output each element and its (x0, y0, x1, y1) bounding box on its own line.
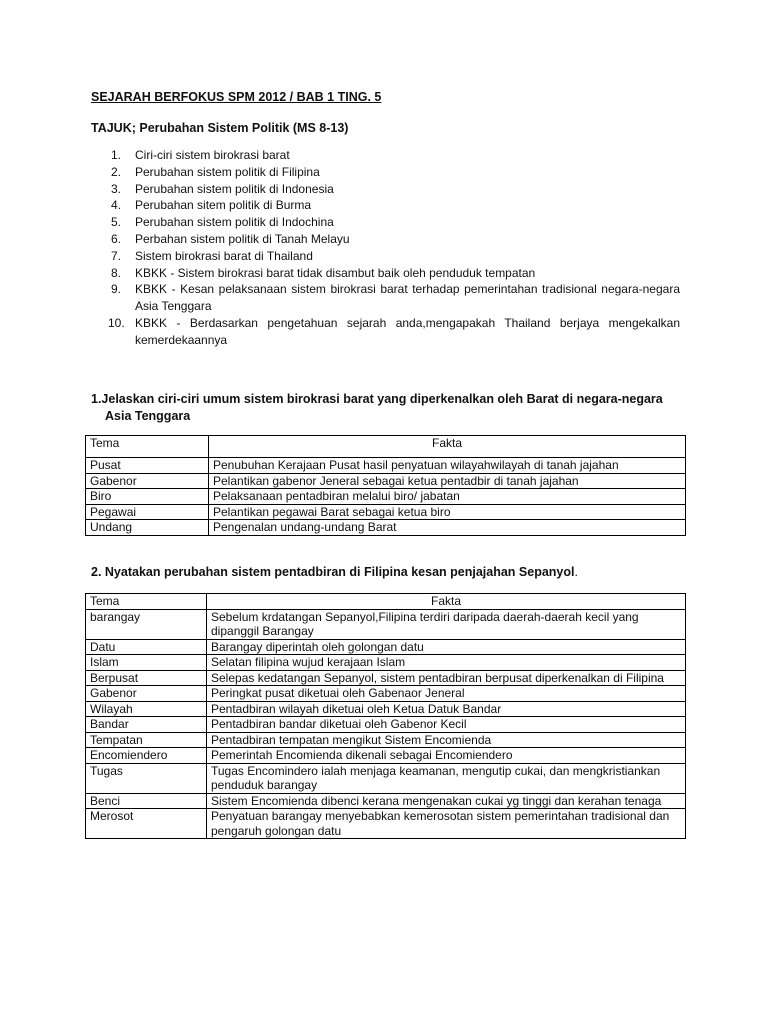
topic-heading: TAJUK; Perubahan Sistem Politik (MS 8-13) (91, 121, 349, 135)
question-2-table (85, 593, 686, 839)
list-item (96, 248, 680, 265)
table-row (86, 732, 686, 748)
table-header-row (86, 594, 686, 610)
fakta-cell: Pengenalan undang-undang Barat (209, 520, 686, 536)
question-1-text: 1.Jelaskan ciri-ciri umum sistem birokrasi barat yang diperkenalkan oleh Barat di negara-negara Asia Tenggara (91, 392, 663, 423)
list-text: Perubahan sistem politik di Indochina (135, 215, 334, 230)
fakta-cell: Pelantikan pegawai Barat sebagai ketua biro (209, 504, 686, 520)
tema-cell: Merosot (86, 809, 207, 839)
list-number: 8. (111, 265, 122, 280)
list-item (96, 164, 680, 181)
list-number: 3. (111, 181, 122, 196)
list-item (96, 197, 680, 214)
fakta-cell: Pentadbiran tempatan mengikut Sistem Encomienda (207, 732, 686, 748)
list-number: 2. (111, 164, 122, 179)
list-text: Ciri-ciri sistem birokrasi barat (135, 148, 290, 162)
table-row (86, 670, 686, 686)
question-2-text: 2. Nyatakan perubahan sistem pentadbiran di Filipina kesan penjajahan Sepanyol (91, 565, 575, 579)
question-2-title (91, 564, 578, 581)
table-row (86, 639, 686, 655)
list-item (96, 315, 680, 349)
tema-cell: Berpusat (86, 670, 207, 686)
fakta-cell: Penubuhan Kerajaan Pusat hasil penyatuan wilayahwilayah di tanah jajahan (209, 458, 686, 474)
list-text: KBKK - Berdasarkan pengetahuan sejarah anda,mengapakah Thailand berjaya mengekalkan kemerdekaannya (135, 315, 680, 347)
table-row (86, 473, 686, 489)
fakta-cell: Peringkat pusat diketuai oleh Gabenaor Jeneral (207, 686, 686, 702)
fakta-cell: Tugas Encomindero ialah menjaga keamanan, mengutip cukai, dan mengkristiankan penduduk barangay (207, 763, 686, 793)
tema-cell: Gabenor (86, 686, 207, 702)
list-text: KBKK - Sistem birokrasi barat tidak disambut baik oleh penduduk tempatan (135, 265, 536, 280)
table-header-row (86, 436, 686, 458)
list-text: Perubahan sitem politik di Burma (135, 198, 312, 213)
list-text: Perubahan sistem politik di Indonesia (135, 181, 334, 196)
tema-cell: Benci (86, 793, 207, 809)
list-number: 1. (111, 148, 122, 162)
table-row (86, 655, 686, 671)
fakta-cell: Barangay diperintah oleh golongan datu (207, 639, 686, 655)
list-text: Perbahan sistem politik di Tanah Melayu (135, 231, 350, 246)
list-item (96, 147, 680, 164)
tema-cell: barangay (86, 609, 207, 639)
topic-list (96, 147, 680, 349)
table-row (86, 686, 686, 702)
fakta-cell: Penyatuan barangay menyebabkan kemerosotan sistem pemerintahan tradisional dan pengaruh golongan datu (207, 809, 686, 839)
question-1-title (91, 391, 691, 424)
fakta-cell: Pentadbiran wilayah diketuai oleh Ketua Datuk Bandar (207, 701, 686, 717)
tema-cell: Tugas (86, 763, 207, 793)
fakta-cell: Pemerintah Encomienda dikenali sebagai Encomiendero (207, 748, 686, 764)
list-number: 7. (111, 248, 122, 263)
table-row (86, 793, 686, 809)
fakta-cell: Sebelum krdatangan Sepanyol,Filipina terdiri daripada daerah-daerah kecil yang dipanggil Barangay (207, 609, 686, 639)
tema-cell: Datu (86, 639, 207, 655)
list-item (96, 181, 680, 198)
list-number: 9. (111, 282, 122, 297)
tema-cell: Bandar (86, 717, 207, 733)
header-cell-fakta: Fakta (209, 436, 686, 458)
list-item (96, 265, 680, 282)
tema-cell: Wilayah (86, 701, 207, 717)
list-number: 4. (111, 198, 122, 213)
list-item (96, 281, 680, 315)
table-row (86, 763, 686, 793)
fakta-cell: Selatan filipina wujud kerajaan Islam (207, 655, 686, 671)
list-number: 10. (108, 315, 125, 330)
tema-cell: Encomiendero (86, 748, 207, 764)
list-number: 5. (111, 215, 122, 230)
list-item (96, 231, 680, 248)
header-cell-fakta: Fakta (207, 594, 686, 610)
table-row (86, 458, 686, 474)
list-item (96, 214, 680, 231)
tema-cell: Islam (86, 655, 207, 671)
document-title: SEJARAH BERFOKUS SPM 2012 / BAB 1 TING. 5 (91, 90, 382, 104)
table-row (86, 504, 686, 520)
list-text: Perubahan sistem politik di Filipina (135, 164, 320, 179)
fakta-cell: Sistem Encomienda dibenci kerana mengenakan cukai yg tinggi dan kerahan tenaga (207, 793, 686, 809)
table-row (86, 701, 686, 717)
table-row (86, 609, 686, 639)
tema-cell: Biro (86, 489, 209, 505)
table-row (86, 520, 686, 536)
question-2-period: . (574, 565, 578, 579)
table-row (86, 489, 686, 505)
question-1-table (85, 435, 686, 536)
fakta-cell: Pentadbiran bandar diketuai oleh Gabenor Kecil (207, 717, 686, 733)
header-cell-tema: Tema (86, 436, 209, 458)
tema-cell: Gabenor (86, 473, 209, 489)
tema-cell: Pegawai (86, 504, 209, 520)
tema-cell: Pusat (86, 458, 209, 474)
list-text: KBKK - Kesan pelaksanaan sistem birokrasi barat terhadap pemerintahan tradisional negara-negara Asia Tenggara (135, 282, 680, 314)
fakta-cell: Pelantikan gabenor Jeneral sebagai ketua pentadbir di tanah jajahan (209, 473, 686, 489)
fakta-cell: Selepas kedatangan Sepanyol, sistem pentadbiran berpusat diperkenalkan di Filipina (207, 670, 686, 686)
list-text: Sistem birokrasi barat di Thailand (135, 248, 313, 263)
header-cell-tema: Tema (86, 594, 207, 610)
table-row (86, 809, 686, 839)
tema-cell: Undang (86, 520, 209, 536)
tema-cell: Tempatan (86, 732, 207, 748)
fakta-cell: Pelaksanaan pentadbiran melalui biro/ jabatan (209, 489, 686, 505)
list-number: 6. (111, 231, 122, 246)
table-row (86, 748, 686, 764)
table-row (86, 717, 686, 733)
